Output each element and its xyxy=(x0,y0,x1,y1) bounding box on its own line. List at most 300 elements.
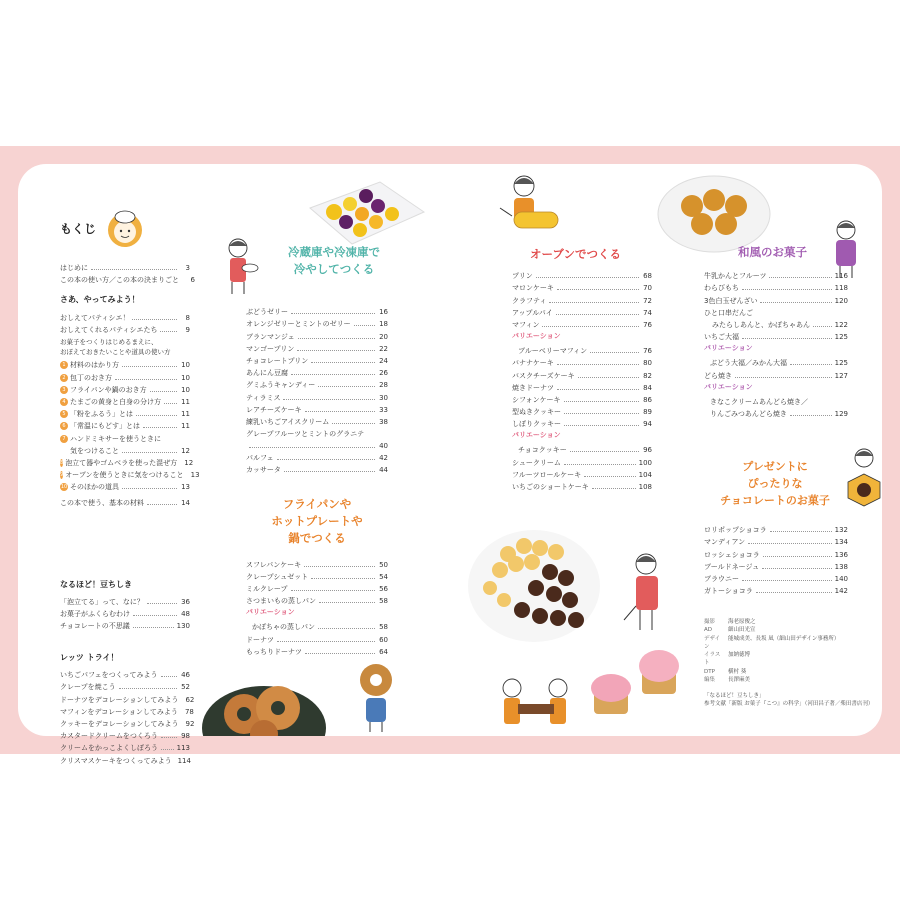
toc-entry[interactable] xyxy=(60,357,190,369)
toc-entry-page: 10 xyxy=(181,373,190,382)
toc-entry-title: さつまいもの蒸しパン xyxy=(246,597,316,606)
toc-entry-title: お菓子がふくらむわけ xyxy=(60,609,130,618)
toc-entry-title: ミルクレープ xyxy=(246,585,288,594)
leader-dots xyxy=(291,374,375,375)
leader-dots xyxy=(742,289,832,290)
leader-dots xyxy=(249,447,375,448)
toc-entry[interactable] xyxy=(60,322,190,334)
toc-entry[interactable] xyxy=(512,404,652,416)
toc-entry-page: 50 xyxy=(379,560,388,569)
toc-entry[interactable] xyxy=(60,382,190,394)
credit-name: 加納徳博 xyxy=(728,652,751,658)
toc-entry[interactable] xyxy=(60,667,190,679)
toc-entry[interactable] xyxy=(246,316,388,328)
toc-entry-page: 16 xyxy=(379,308,388,317)
section-title: レッツ トライ！ xyxy=(60,653,119,663)
dango-photo xyxy=(656,174,772,254)
toc-entry[interactable] xyxy=(246,365,388,377)
toc-entry-page: 76 xyxy=(643,347,652,356)
toc-entry-title: おしえてパティシエ！ xyxy=(60,313,130,322)
step-number-badge: 4 xyxy=(60,398,68,406)
toc-entry-page: 76 xyxy=(643,320,652,329)
toc-entry-page: 13 xyxy=(181,483,190,492)
toc-entry[interactable] xyxy=(512,454,652,466)
toc-entry[interactable] xyxy=(60,406,190,418)
toc-column-3 xyxy=(512,268,652,491)
leader-dots xyxy=(354,325,375,326)
toc-entry[interactable] xyxy=(512,479,652,491)
toc-entry-page: 46 xyxy=(181,671,190,680)
leader-dots xyxy=(556,314,639,315)
toc-entry[interactable] xyxy=(60,369,190,381)
toc-entry-page: 14 xyxy=(181,498,190,507)
toc-entry-title: クレープシュゼット xyxy=(246,572,309,581)
leader-dots xyxy=(578,377,639,378)
heading-line: フライパンや xyxy=(282,497,352,512)
credit-row xyxy=(704,668,874,676)
toc-entry-title: カスタードクリームをつくろう xyxy=(60,732,158,741)
toc-entry[interactable] xyxy=(704,367,848,379)
toc-entry-title: カッサータ xyxy=(246,466,281,475)
toc-entry-title: マンディアン xyxy=(704,538,746,547)
toc-entry[interactable] xyxy=(60,494,190,506)
toc-entry-page: 80 xyxy=(643,359,652,368)
heading-line: チョコレートのお菓子 xyxy=(720,494,830,508)
leader-dots xyxy=(564,413,639,414)
toc-entry[interactable] xyxy=(60,594,190,606)
child-with-roll-cake-illustration xyxy=(494,172,562,244)
toc-entry[interactable] xyxy=(704,406,848,418)
toc-entry[interactable] xyxy=(512,367,652,379)
toc-entry[interactable] xyxy=(704,522,848,534)
toc-entry-page: 10 xyxy=(181,385,190,394)
toc-entry-title: クレープを焼こう xyxy=(60,683,116,692)
toc-entry[interactable] xyxy=(60,618,190,630)
toc-entry-page: 98 xyxy=(181,732,190,741)
toc-entry-page: 92 xyxy=(185,720,195,728)
toc-entry-title: もっちりドーナツ xyxy=(246,647,302,656)
toc-entry-title: どら焼き xyxy=(704,371,732,380)
toc-entry[interactable] xyxy=(512,416,652,428)
leader-dots xyxy=(122,366,177,367)
leader-dots xyxy=(742,338,832,339)
toc-entry-title: きなこクリームあんどら焼き／ xyxy=(710,397,808,406)
toc-entry[interactable] xyxy=(60,740,190,752)
toc-entry-title: この本で使う、基本の材料 xyxy=(60,498,144,507)
toc-entry-page: 130 xyxy=(176,622,190,631)
leader-dots xyxy=(305,411,375,412)
leader-dots xyxy=(735,377,832,378)
children-with-tray-illustration xyxy=(498,676,582,736)
toc-entry[interactable] xyxy=(518,343,652,355)
toc-entry[interactable] xyxy=(246,353,388,365)
toc-entry-page: 8 xyxy=(185,313,190,322)
toc-entry[interactable] xyxy=(60,704,194,716)
variation-label: バリエーション xyxy=(512,331,561,340)
toc-entry-title: マロンケーキ xyxy=(512,284,554,293)
toc-entry-title: プリン xyxy=(512,272,533,281)
leader-dots xyxy=(147,603,177,604)
credit-row xyxy=(704,635,874,652)
toc-entry[interactable] xyxy=(246,556,388,568)
section-lead-line: おぼえておきたいことや道具の使い方 xyxy=(60,347,171,356)
leader-dots xyxy=(91,269,177,270)
toc-entry-title: グレープフルーツとミントのグラニテ xyxy=(246,429,365,438)
toc-entry[interactable] xyxy=(246,438,388,450)
toc-entry-title: ガトーショコラ xyxy=(704,587,753,596)
toc-entry-page: 94 xyxy=(643,420,652,429)
piped-cookies-photo xyxy=(466,526,602,646)
toc-entry[interactable] xyxy=(246,569,388,581)
toc-entry[interactable] xyxy=(60,455,194,467)
variation-label: バリエーション xyxy=(246,608,295,617)
credit-row xyxy=(704,651,874,668)
section-heading-japanese xyxy=(738,244,838,260)
leader-dots xyxy=(769,277,831,278)
section-heading-chocolate xyxy=(712,458,838,509)
toc-entry[interactable] xyxy=(60,309,190,321)
toc-entry-page: 9 xyxy=(185,325,190,334)
step-number-badge: 3 xyxy=(60,386,68,394)
toc-entry[interactable] xyxy=(60,467,200,480)
toc-entry-page: 64 xyxy=(379,647,388,656)
toc-entry-title: グミふうキャンディー xyxy=(246,381,316,390)
section-title: なるほど！豆ちしき xyxy=(60,579,132,589)
variation-label: バリエーション xyxy=(704,344,753,353)
toc-entry[interactable] xyxy=(512,355,652,367)
leader-dots xyxy=(283,399,375,400)
toc-entry[interactable] xyxy=(246,414,388,426)
toc-entry[interactable] xyxy=(60,260,190,272)
leader-dots xyxy=(570,451,639,452)
section-lead xyxy=(60,338,190,358)
toc-entry[interactable] xyxy=(512,292,652,304)
toc-entry-title: ブラウニー xyxy=(704,574,739,583)
toc-entry-title: ロッシェショコラ xyxy=(704,550,760,559)
toc-entry-title: あんにん豆腐 xyxy=(246,369,288,378)
chef-mascot-icon xyxy=(104,208,146,248)
heading-line: 鍋でつくる xyxy=(288,530,346,545)
leader-dots xyxy=(564,464,636,465)
toc-entry-page: 118 xyxy=(834,284,848,293)
toc-entry-page: 26 xyxy=(379,369,388,378)
toc-entry-page: 12 xyxy=(184,458,194,467)
toc-entry-page: 12 xyxy=(181,446,190,455)
credits-note: 参考文献「新版 お菓子『こつ』の科学」（河田昌子著／柴田書店刊） xyxy=(704,701,874,708)
toc-entry-title: フライパンや鍋のおき方 xyxy=(70,385,147,394)
leader-dots xyxy=(161,737,177,738)
toc-entry-title: そのほかの道具 xyxy=(70,483,119,492)
toc-entry[interactable] xyxy=(704,305,848,317)
toc-entry-title: 型ぬきクッキー xyxy=(512,408,561,417)
toc-entry-title: ブールドネージュ xyxy=(704,562,760,571)
leader-dots xyxy=(790,364,832,365)
toc-entry[interactable] xyxy=(246,341,388,353)
toc-entry-title: チョコレートの不思議 xyxy=(60,622,130,631)
toc-entry[interactable] xyxy=(252,619,388,631)
leader-dots xyxy=(557,364,639,365)
toc-entry-title: みたらしあんと、かぼちゃあん xyxy=(712,320,810,329)
toc-entry[interactable] xyxy=(60,443,190,455)
toc-column-4-chocolate xyxy=(704,522,848,595)
toc-entry[interactable] xyxy=(246,426,388,438)
toc-entry-title: フルーツロールケーキ xyxy=(512,470,582,479)
toc-header xyxy=(60,208,210,248)
heading-line: ホットプレートや xyxy=(271,514,363,529)
toc-entry[interactable] xyxy=(704,292,848,304)
leader-dots xyxy=(164,403,177,404)
credit-name: 長澤麻美 xyxy=(728,676,751,683)
toc-entry-page: 68 xyxy=(643,272,652,281)
toc-entry[interactable] xyxy=(60,716,195,728)
toc-entry[interactable] xyxy=(246,304,388,316)
leader-dots xyxy=(277,459,375,460)
toc-entry-page: 58 xyxy=(379,623,388,632)
toc-entry[interactable] xyxy=(60,679,190,691)
step-number-badge: 6 xyxy=(60,422,68,430)
toc-entry[interactable] xyxy=(512,467,652,479)
toc-entry-page: 42 xyxy=(379,454,388,463)
leader-dots xyxy=(143,427,177,428)
toc-entry[interactable] xyxy=(512,317,652,329)
section-heading-oven xyxy=(530,246,650,262)
variation-label: バリエーション xyxy=(704,382,753,391)
toc-entry-page: 138 xyxy=(834,562,848,571)
toc-entry-page: 116 xyxy=(834,272,848,281)
toc-entry[interactable] xyxy=(246,462,388,474)
toc-entry[interactable] xyxy=(246,389,388,401)
heading-line: オーブンでつくる xyxy=(530,247,621,261)
toc-entry[interactable] xyxy=(512,280,652,292)
toc-entry-title: レアチーズケーキ xyxy=(246,405,302,414)
section-heading-pan xyxy=(246,496,388,546)
child-holding-donut-illustration xyxy=(354,662,398,734)
toc-entry-page: 84 xyxy=(643,383,652,392)
toc-entry-page: 89 xyxy=(643,408,652,417)
toc-entry-page: 140 xyxy=(834,574,848,583)
toc-entry[interactable] xyxy=(246,377,388,389)
credit-role: イラスト xyxy=(704,652,721,667)
toc-entry-title: ロリポップショコラ xyxy=(704,526,767,535)
toc-entry-title: ぶどうゼリー xyxy=(246,308,288,317)
toc-entry[interactable] xyxy=(704,571,848,583)
toc-entry-page: 60 xyxy=(379,635,388,644)
toc-entry[interactable] xyxy=(704,280,848,292)
toc-column-4 xyxy=(704,268,848,418)
toc-entry[interactable] xyxy=(60,272,195,285)
toc-entry-page: 104 xyxy=(638,470,652,479)
toc-entry[interactable] xyxy=(704,268,848,280)
toc-entry-page: 28 xyxy=(379,381,388,390)
step-number-badge: 8 xyxy=(60,459,64,466)
toc-entry[interactable] xyxy=(704,583,848,595)
toc-entry[interactable] xyxy=(60,691,195,704)
leader-dots xyxy=(277,641,375,642)
toc-entry-title: りんごみつあんどら焼き xyxy=(710,409,787,418)
toc-entry-title: オーブンを使うときに気をつけること xyxy=(65,471,184,480)
toc-entry-page: 22 xyxy=(379,344,388,353)
toc-entry-title: アップルパイ xyxy=(512,308,553,317)
variation-label: バリエーション xyxy=(512,431,561,440)
leader-dots xyxy=(748,543,831,544)
toc-entry[interactable] xyxy=(512,268,652,280)
heading-line: 和風のお菓子 xyxy=(738,245,807,259)
credit-row xyxy=(704,676,874,684)
step-number-badge: 9 xyxy=(60,472,64,479)
toc-entry-page: 136 xyxy=(834,550,848,559)
toc-entry-title: ドーナツをデコレーションしてみよう xyxy=(60,695,179,704)
toc-entry[interactable] xyxy=(246,631,388,643)
leader-dots xyxy=(298,338,375,339)
toc-entry-page: 86 xyxy=(643,395,652,404)
toc-entry[interactable] xyxy=(704,317,848,329)
toc-entry-title: マンゴープリン xyxy=(246,344,295,353)
step-number-badge: 7 xyxy=(60,435,68,443)
toc-entry[interactable] xyxy=(518,442,652,454)
leader-dots xyxy=(318,386,375,387)
toc-entry-page: 62 xyxy=(185,695,195,704)
toc-entry-page: 122 xyxy=(834,320,848,329)
toc-entry[interactable] xyxy=(246,593,388,605)
toc-entry-page: 114 xyxy=(177,756,191,765)
toc-entry-page: 44 xyxy=(379,466,388,475)
toc-entry[interactable] xyxy=(60,394,190,406)
toc-entry[interactable] xyxy=(60,752,190,764)
toc-entry[interactable] xyxy=(704,329,848,341)
donut-photo xyxy=(200,684,328,736)
leader-dots xyxy=(122,488,177,489)
leader-dots xyxy=(318,628,375,629)
toc-entry[interactable] xyxy=(60,606,190,618)
leader-dots xyxy=(584,476,635,477)
toc-entry-title: バスクチーズケーキ xyxy=(512,371,575,380)
toc-entry[interactable] xyxy=(60,479,190,491)
leader-dots xyxy=(119,688,177,689)
toc-entry-page: 30 xyxy=(379,393,388,402)
credit-name: 海老原俊之 xyxy=(728,619,756,625)
toc-entry[interactable] xyxy=(704,559,848,571)
toc-entry-page: 6 xyxy=(190,276,195,285)
toc-entry-title: わらびもち xyxy=(704,284,739,293)
leader-dots xyxy=(763,556,832,557)
credit-role: DTP xyxy=(704,668,715,675)
toc-entry[interactable] xyxy=(246,450,388,462)
step-number-badge: 10 xyxy=(60,484,68,491)
leader-dots xyxy=(136,415,177,416)
toc-entry-title: ティラミス xyxy=(246,393,281,402)
leader-dots xyxy=(305,653,375,654)
toc-entry-title: バナナケーキ xyxy=(512,359,554,368)
toc-entry-page: 11 xyxy=(181,422,190,431)
toc-entry-page: 33 xyxy=(379,405,388,414)
leader-dots xyxy=(557,289,639,290)
section-heading-cold xyxy=(264,244,404,277)
toc-entry-title: 「常温にもどす」とは xyxy=(70,422,140,431)
toc-title: もくじ xyxy=(60,221,97,236)
toc-entry-page: 13 xyxy=(190,471,200,480)
leader-dots xyxy=(790,415,832,416)
leader-dots xyxy=(332,423,375,424)
leader-dots xyxy=(160,331,177,332)
toc-entry-title: 焼きドーナツ xyxy=(512,383,554,392)
toc-entry[interactable] xyxy=(60,430,190,442)
toc-entry[interactable] xyxy=(60,418,190,430)
toc-entry-title: 材料のはかり方 xyxy=(70,361,119,370)
toc-entry[interactable] xyxy=(512,392,652,404)
toc-entry-page: 120 xyxy=(834,296,848,305)
toc-entry[interactable] xyxy=(60,728,190,740)
toc-entry-title: オレンジゼリーとミントのゼリー xyxy=(246,320,351,329)
book-spread xyxy=(0,146,900,765)
leader-dots xyxy=(147,504,177,505)
toc-entry-page: 52 xyxy=(181,683,190,692)
leader-dots xyxy=(756,592,832,593)
toc-entry[interactable] xyxy=(246,328,388,340)
leader-dots xyxy=(813,326,832,327)
toc-entry-page: 113 xyxy=(176,744,190,753)
toc-entry[interactable] xyxy=(512,380,652,392)
toc-page xyxy=(18,164,882,765)
toc-entry-title: かぼちゃの蒸しパン xyxy=(252,623,315,632)
toc-entry-title: おしえてくれるパティシエたち xyxy=(60,325,158,334)
toc-entry-title: クリームをかっこよくしぼろう xyxy=(60,744,158,753)
section-title: さあ、やってみよう！ xyxy=(60,295,140,305)
leader-dots xyxy=(762,568,831,569)
toc-entry-page: 58 xyxy=(379,597,388,606)
toc-entry[interactable] xyxy=(704,534,848,546)
toc-entry[interactable] xyxy=(704,546,848,558)
credit-role: AD xyxy=(704,627,712,634)
toc-entry-title: パルフェ xyxy=(246,454,274,463)
toc-entry-page: 125 xyxy=(834,359,848,368)
leader-dots xyxy=(319,602,375,603)
toc-entry-page: 100 xyxy=(638,458,652,467)
toc-entry-page: 36 xyxy=(181,597,190,606)
toc-entry-page: 129 xyxy=(834,409,848,418)
toc-entry-page: 11 xyxy=(181,398,190,406)
leader-dots xyxy=(132,319,177,320)
toc-entry-title: 牛乳かんとフルーツ xyxy=(704,272,767,281)
leader-dots xyxy=(564,401,639,402)
leader-dots xyxy=(161,676,177,677)
toc-entry-page: 125 xyxy=(834,333,848,342)
toc-entry[interactable] xyxy=(704,394,848,406)
leader-dots xyxy=(592,488,636,489)
toc-entry-page: 20 xyxy=(379,332,388,341)
child-piping-cream-illustration xyxy=(620,550,672,638)
toc-entry[interactable] xyxy=(710,355,848,367)
toc-entry-title: シフォンケーキ xyxy=(512,395,561,404)
toc-entry[interactable] xyxy=(246,402,388,414)
toc-entry-title: 包丁のおき方 xyxy=(70,373,112,382)
leader-dots xyxy=(115,379,177,380)
toc-entry[interactable] xyxy=(512,305,652,317)
toc-entry[interactable] xyxy=(246,581,388,593)
toc-entry-title: いちごパフェをつくってみよう xyxy=(60,671,158,680)
leader-dots xyxy=(150,391,177,392)
toc-entry-page: 70 xyxy=(643,284,652,293)
toc-entry-title: 「泡立てる」って、なに？ xyxy=(60,597,144,606)
step-number-badge: 5 xyxy=(60,410,68,418)
credit-name: 横村 葵 xyxy=(728,668,747,675)
toc-entry-title: ブルーベリーマフィン xyxy=(518,347,588,356)
toc-entry-page: 127 xyxy=(834,371,848,380)
credits-note: 「なるほど！豆ちしき」 xyxy=(704,693,765,699)
toc-entry-title: ハンドミキサーを使うときに xyxy=(70,434,161,443)
toc-entry[interactable] xyxy=(246,644,388,656)
toc-entry-page: 3 xyxy=(185,264,190,273)
leader-dots xyxy=(536,277,639,278)
